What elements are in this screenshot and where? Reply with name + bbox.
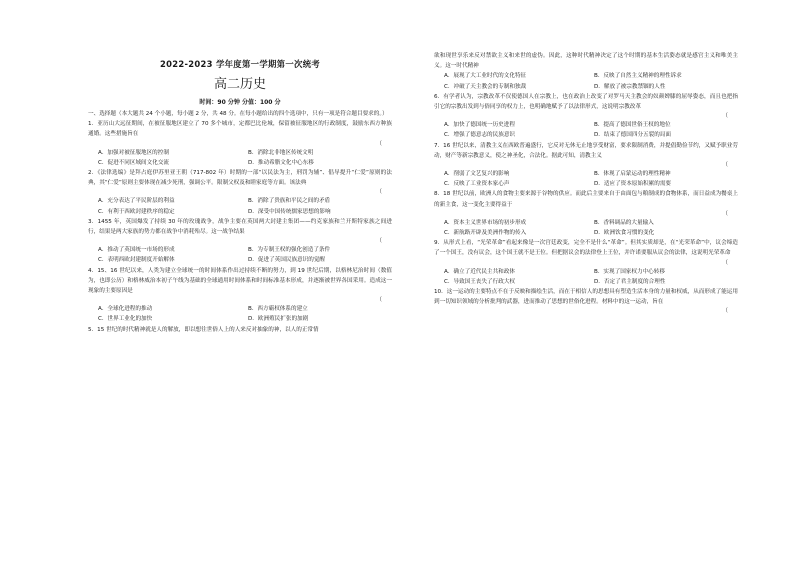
subject-title: 高二历史 [213, 77, 266, 92]
question-text: 欲和现世享乐来反对禁欲主义和来世的虚伪。因此，这种时代精神决定了这个时期的基本生活姿态就是感官主义和唯美主义。这一时代精神 [434, 53, 738, 70]
left-column [88, 50, 392, 335]
question-7 [434, 141, 738, 190]
answer-paren: （ [376, 238, 382, 245]
option-b: B．消除北非地区传统文明 [248, 149, 314, 156]
option-c: C．反映了工业资本家心声 [444, 181, 510, 188]
question-3 [88, 217, 392, 266]
option-d: D．欧洲殖民扩张的加剧 [248, 316, 309, 323]
question-10 [434, 287, 738, 315]
answer-paren: （ [376, 140, 382, 147]
options [444, 71, 738, 91]
question-5 [88, 325, 392, 335]
option-a: A．资本主义世界市场的初步形成 [444, 219, 527, 226]
option-d: D．否定了君主制度的合理性 [594, 278, 666, 285]
question-8 [434, 189, 738, 238]
question-text: 10．这一运动的主要特点不在于反映和描绘生活，而在于相信人的思想具有塑造生活本身的力量和权威，从而形成了能运用到一切知识领域的分析批判的武器，进而推动了思想的世俗化进程。材料中的这一运动，旨在 [434, 289, 738, 306]
question-text: 9．从形式上看，“光荣革命”看起来像是一次宫廷政变，完全不是什么“革命”。但其实质却是，在“光荣革命”中，议会缔造了一个国王，没有议会，这个国王就不是王位。但把据议会的法律登上王位，并许诺要服从议会的法律，这说明光荣革命 [434, 240, 738, 257]
question-text: 8．18 世纪以前，欧洲人的食物主要来源于谷物的供应。而此后主要来自于由面包与粮制成的食物体系，而日益成为餐桌上的新主食，这一变化主要得益于 [434, 191, 738, 208]
option-c: C．表明西欧封建制度开始解体 [98, 257, 175, 264]
answer-paren: （ [376, 189, 382, 196]
question-6 [434, 92, 738, 141]
answer-paren: （ [722, 308, 728, 315]
exam-title: 2022-2023 学年度第一学期第一次统考 [159, 59, 321, 69]
exam-meta: 时间：90 分钟 分值：100 分 [199, 99, 281, 106]
answer-paren: （ [722, 162, 728, 169]
option-d: D．结束了德国四分五裂的局面 [594, 132, 672, 139]
option-c: C．冲破了天主教会的专制和独裁 [444, 83, 527, 90]
option-b: B．香料调品的大量输入 [594, 219, 654, 226]
answer-paren: （ [722, 113, 728, 120]
option-a: A．推动了英国统一市场的形成 [98, 247, 175, 254]
option-d: D．促进了英国民族意识的觉醒 [248, 257, 326, 264]
option-d: D．适应了资本原始积累的需要 [594, 181, 672, 188]
option-a: A．确立了近代民主共和政体 [444, 268, 515, 275]
question-9 [434, 238, 738, 287]
section-instructions: 一、选择题（本大题共 24 个小题，每小题 2 分，共 48 分。在每小题给出的四个选项中，只有一项是符合题目要求的。） [88, 111, 388, 117]
options [98, 196, 392, 216]
option-a: A．加快了德国统一历史进程 [444, 122, 515, 129]
option-c: C．促进不同区域间文化交流 [98, 159, 170, 166]
option-a: A．加强对被征服地区的控制 [98, 149, 169, 156]
option-d: D．推动希腊文化中心东移 [248, 159, 314, 166]
option-b: B．消除了贵族和平民之间的矛盾 [248, 198, 331, 205]
option-b: B．提高了德国世俗王权的地位 [594, 122, 671, 129]
option-b: B．体现了启蒙运动的理性精神 [594, 171, 671, 178]
question-text: 2．《法律选编》是拜占庭伊苏里亚王朝（717-802 年）时期的一部“以民法为主，刑罚为辅”、倡导提升“仁爱”原则的法典，其“仁爱”原则主要体现在减少死刑，强调公平。限制父权及和睦家庭等方面。该法典 [88, 170, 392, 187]
options [444, 120, 738, 140]
options [98, 245, 392, 265]
option-c: C．世界工业化的加快 [98, 316, 153, 323]
right-column [434, 51, 738, 315]
question-text: 6．有学者认为，宗教改革不仅使德国人在宗教上，也在政治上改变了对罗马天主教会的奴颜婢膝的屈辱姿态，而且也把指引它的宗教出发到与俗同享的权力上，也明确地赋予了以法律形式，这说明宗教改革 [434, 93, 738, 111]
option-c: C．增强了德意志的民族意识 [444, 132, 516, 139]
option-c: C．导致国王丧失了行政大权 [444, 278, 516, 285]
option-b: B．实现了国家权力中心转移 [594, 268, 665, 275]
option-a: A．充分表达了平民阶层的利益 [98, 198, 175, 205]
question-4 [88, 266, 392, 325]
answer-paren: （ [722, 210, 728, 217]
question-text: 7．16 世纪以来，清教主义在西欧普遍盛行，它反对无休无止地享受财富，要求限制消费，并提倡勤俭节约，又赋予职业劳动，财产等新宗教意义，使之神圣化，合法化。据此可知，清教主义 [434, 142, 738, 159]
question-text: 1．亚历山大远征期间，在被征服地区建立了 70 多个城市，定都巴比伦城，保留被征服地区的行政制度，鼓励东西方种族通婚。这些措施旨在 [88, 121, 392, 138]
question-1 [88, 119, 392, 168]
option-b: B．为专制王权的强化创造了条件 [248, 247, 331, 254]
option-c: C．有利于西欧封建秩序的稳定 [98, 208, 175, 215]
option-b: B．西方霸权体系的建立 [248, 306, 308, 313]
answer-paren: （ [722, 259, 728, 266]
answer-paren: （ [376, 297, 382, 304]
question-text: 3．1455 年，英国爆发了持续 30 年的玫瑰战争，战争主要在英国两大封建主集团——约克家族和兰开斯特家族之间进行，结果是两大家族的势力都在战争中消耗殆尽。这一战争结果 [88, 218, 392, 236]
option-b: B．反映了自然主义精神的理性诉求 [594, 73, 682, 80]
question-text: 4．15、16 世纪以来，人类为建立全球统一的时间体系作出过持续不断的努力，到 19 世纪后期，以格林尼治时间（数值为，也即公历）和格林威治本初子午线为基础的全球通用时间体系和时间标准基本形成，并逐渐被世界各国采用。造成这一现象的主要原因是 [88, 267, 392, 295]
option-c: C．新航路开辟及美洲作物的传入 [444, 230, 527, 237]
options [98, 148, 392, 168]
question-2 [88, 168, 392, 217]
option-d: D．欧洲饮食习惯的变化 [594, 230, 655, 237]
question-5-continued [434, 51, 738, 92]
option-d: D．解放了被宗教禁锢的人性 [594, 83, 666, 90]
options [444, 169, 738, 189]
option-a: A．削弱了文艺复兴的影响 [444, 171, 510, 178]
options [444, 267, 738, 287]
options [98, 304, 392, 324]
options [444, 218, 738, 238]
option-a: A．全球化进程的推动 [98, 306, 153, 313]
option-a: A．展现了大工业时代的文化特征 [444, 73, 527, 80]
question-text: 5．15 世纪的时代精神就是人的解放，即以想往世俗人上的人来反对抽象的神，以人的正常情 [88, 326, 319, 333]
option-d: D．深受中国传统儒家思想的影响 [248, 208, 331, 215]
